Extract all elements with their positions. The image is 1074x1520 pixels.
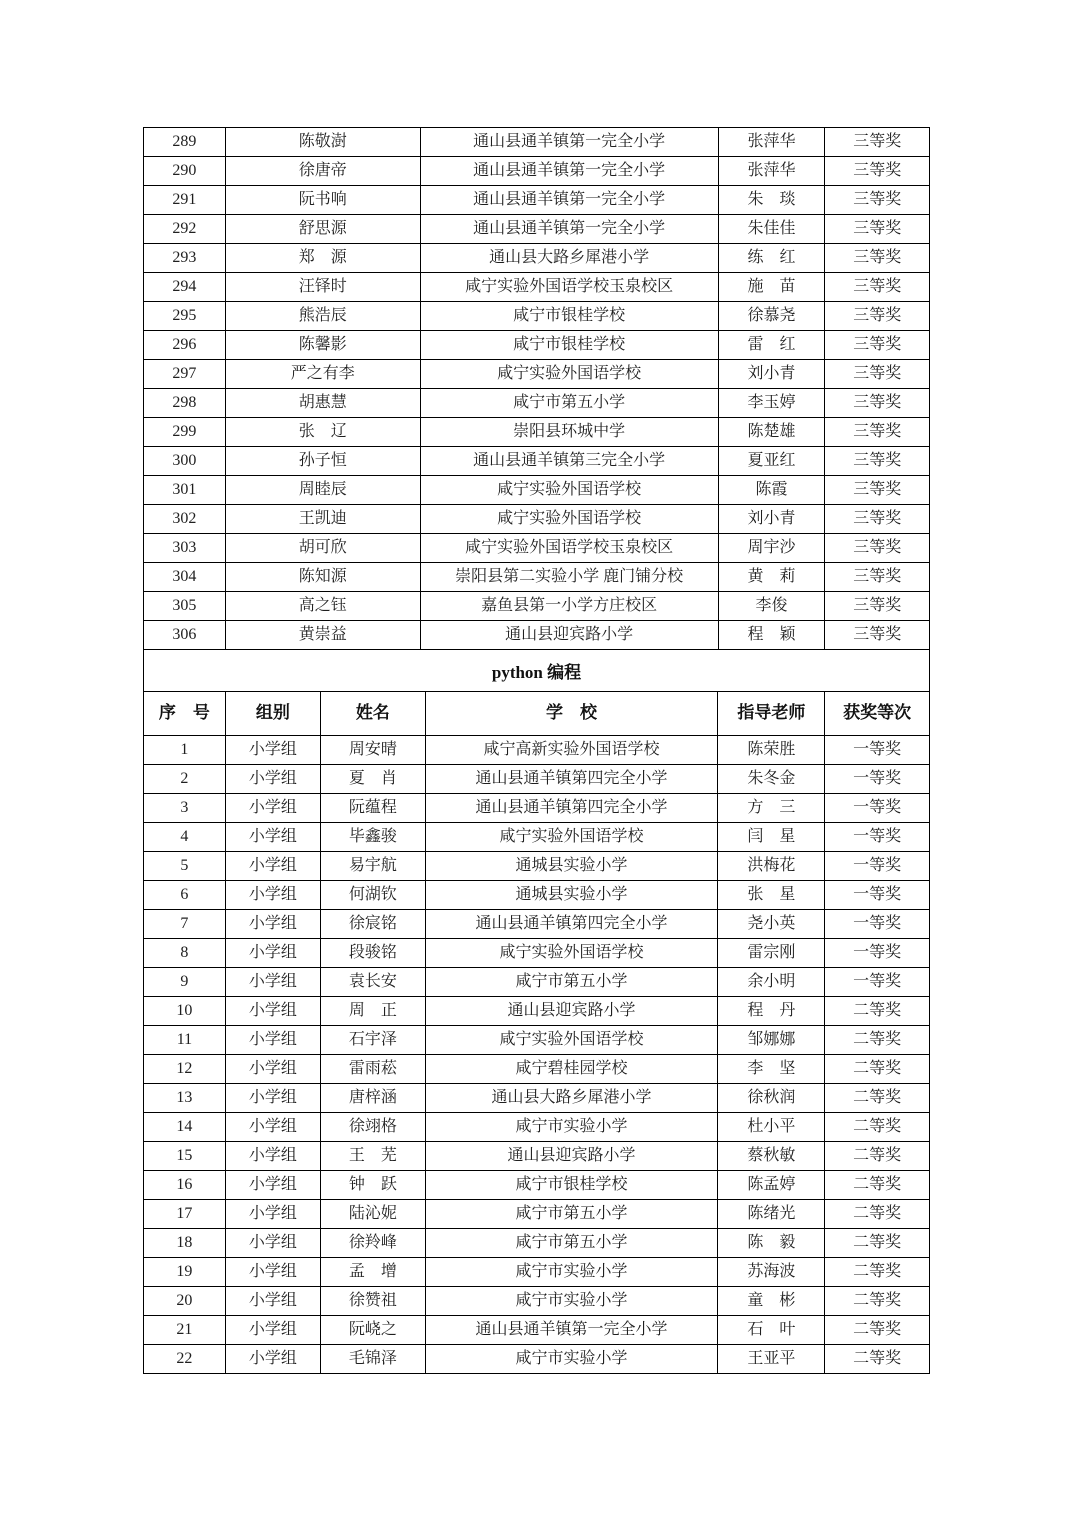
- header-name: 姓名: [321, 692, 426, 736]
- table-row: [144, 1142, 930, 1171]
- table-cell: 尧小英: [718, 910, 825, 939]
- table-cell: 小学组: [225, 939, 320, 968]
- table-cell: 306: [144, 621, 226, 650]
- header-serial-number: 序 号: [144, 692, 226, 736]
- table-cell: 二等奖: [825, 1084, 930, 1113]
- table-cell: 一等奖: [825, 794, 930, 823]
- table-cell: 施 苗: [718, 273, 825, 302]
- table-cell: 方 三: [718, 794, 825, 823]
- table-cell: 黄 莉: [718, 563, 825, 592]
- table-cell: 王亚平: [718, 1345, 825, 1374]
- table-cell: 297: [144, 360, 226, 389]
- header-group: 组别: [225, 692, 320, 736]
- table-row: [144, 1229, 930, 1258]
- table-cell: 一等奖: [825, 736, 930, 765]
- table-cell: 305: [144, 592, 226, 621]
- table-cell: 302: [144, 505, 226, 534]
- table-cell: 通山县迎宾路小学: [420, 621, 718, 650]
- table-cell: 三等奖: [825, 157, 930, 186]
- table-cell: 三等奖: [825, 418, 930, 447]
- table-cell: 小学组: [225, 823, 320, 852]
- table-cell: 通山县通羊镇第一完全小学: [420, 215, 718, 244]
- table-cell: 刘小青: [718, 360, 825, 389]
- table-cell: 钟 跃: [321, 1171, 426, 1200]
- table-cell: 咸宁市银桂学校: [420, 302, 718, 331]
- table-row: [144, 1026, 930, 1055]
- table-cell: 5: [144, 852, 226, 881]
- table-cell: 王凯迪: [225, 505, 420, 534]
- table-cell: 汪铎时: [225, 273, 420, 302]
- table-cell: 崇阳县第二实验小学 鹿门铺分校: [420, 563, 718, 592]
- table-cell: 通城县实验小学: [425, 881, 718, 910]
- table-cell: 301: [144, 476, 226, 505]
- table-row: [144, 592, 930, 621]
- table-row: [144, 244, 930, 273]
- table-row: [144, 910, 930, 939]
- table-cell: 通山县通羊镇第一完全小学: [420, 157, 718, 186]
- table-row: [144, 1316, 930, 1345]
- table-cell: 289: [144, 128, 226, 157]
- table-cell: 小学组: [225, 1055, 320, 1084]
- table-cell: 咸宁市银桂学校: [425, 1171, 718, 1200]
- table-cell: 夏 肖: [321, 765, 426, 794]
- table-cell: 高之钰: [225, 592, 420, 621]
- table-cell: 崇阳县环城中学: [420, 418, 718, 447]
- table-cell: 胡惠慧: [225, 389, 420, 418]
- table-cell: 舒思源: [225, 215, 420, 244]
- table-cell: 通山县迎宾路小学: [425, 1142, 718, 1171]
- table-cell: 朱 琰: [718, 186, 825, 215]
- table-cell: 小学组: [225, 1287, 320, 1316]
- table-cell: 胡可欣: [225, 534, 420, 563]
- table-row: [144, 331, 930, 360]
- table-cell: 孙子恒: [225, 447, 420, 476]
- table-cell: 毕鑫骏: [321, 823, 426, 852]
- table-cell: 雷宗刚: [718, 939, 825, 968]
- table-row: [144, 447, 930, 476]
- table-cell: 21: [144, 1316, 226, 1345]
- table-cell: 周宇沙: [718, 534, 825, 563]
- table-cell: 4: [144, 823, 226, 852]
- table-cell: 一等奖: [825, 939, 930, 968]
- table-row: [144, 563, 930, 592]
- table-cell: 孟 增: [321, 1258, 426, 1287]
- table-cell: 三等奖: [825, 505, 930, 534]
- table-cell: 咸宁市第五小学: [425, 1200, 718, 1229]
- table-row: [144, 765, 930, 794]
- table-cell: 徐宸铭: [321, 910, 426, 939]
- table-cell: 一等奖: [825, 968, 930, 997]
- table-cell: 石宇泽: [321, 1026, 426, 1055]
- table-cell: 张 辽: [225, 418, 420, 447]
- table-cell: 徐羚峰: [321, 1229, 426, 1258]
- table-cell: 300: [144, 447, 226, 476]
- table-cell: 小学组: [225, 794, 320, 823]
- table-cell: 咸宁实验外国语学校: [420, 360, 718, 389]
- table-cell: 296: [144, 331, 226, 360]
- table-cell: 唐梓涵: [321, 1084, 426, 1113]
- table-cell: 黄崇益: [225, 621, 420, 650]
- table-cell: 二等奖: [825, 1316, 930, 1345]
- table-cell: 303: [144, 534, 226, 563]
- table-cell: 咸宁市银桂学校: [420, 331, 718, 360]
- table-cell: 298: [144, 389, 226, 418]
- table-cell: 咸宁市实验小学: [425, 1113, 718, 1142]
- table-cell: 程 丹: [718, 997, 825, 1026]
- table-cell: 三等奖: [825, 244, 930, 273]
- table-cell: 6: [144, 881, 226, 910]
- document-page: [143, 127, 930, 1374]
- header-row: [144, 692, 930, 736]
- table-cell: 王 芜: [321, 1142, 426, 1171]
- table-cell: 通山县通羊镇第四完全小学: [425, 765, 718, 794]
- table-cell: 2: [144, 765, 226, 794]
- table-cell: 咸宁实验外国语学校: [420, 505, 718, 534]
- table-cell: 22: [144, 1345, 226, 1374]
- table-cell: 徐赞祖: [321, 1287, 426, 1316]
- table-cell: 292: [144, 215, 226, 244]
- table-cell: 毛锦泽: [321, 1345, 426, 1374]
- table-cell: 一等奖: [825, 823, 930, 852]
- table-row: [144, 157, 930, 186]
- table-cell: 嘉鱼县第一小学方庄校区: [420, 592, 718, 621]
- table-cell: 三等奖: [825, 302, 930, 331]
- table-cell: 3: [144, 794, 226, 823]
- table-cell: 二等奖: [825, 1142, 930, 1171]
- table-cell: 苏海波: [718, 1258, 825, 1287]
- table-row: [144, 1171, 930, 1200]
- table-cell: 陈 毅: [718, 1229, 825, 1258]
- table-row: [144, 621, 930, 650]
- table-cell: 咸宁实验外国语学校: [425, 823, 718, 852]
- table-cell: 朱佳佳: [718, 215, 825, 244]
- table-cell: 阮蕴程: [321, 794, 426, 823]
- table-row: [144, 418, 930, 447]
- table-cell: 14: [144, 1113, 226, 1142]
- table-cell: 二等奖: [825, 1200, 930, 1229]
- table-cell: 293: [144, 244, 226, 273]
- table-cell: 290: [144, 157, 226, 186]
- table-cell: 小学组: [225, 881, 320, 910]
- table-row: [144, 1113, 930, 1142]
- table-cell: 雷 红: [718, 331, 825, 360]
- table-row: [144, 823, 930, 852]
- table-cell: 徐慕尧: [718, 302, 825, 331]
- table-cell: 15: [144, 1142, 226, 1171]
- table-cell: 通山县迎宾路小学: [425, 997, 718, 1026]
- table-cell: 9: [144, 968, 226, 997]
- table-cell: 三等奖: [825, 621, 930, 650]
- table-row: [144, 794, 930, 823]
- table-cell: 小学组: [225, 852, 320, 881]
- table-cell: 二等奖: [825, 1171, 930, 1200]
- table-cell: 闫 星: [718, 823, 825, 852]
- table-cell: 小学组: [225, 968, 320, 997]
- table-cell: 三等奖: [825, 534, 930, 563]
- table-row: [144, 273, 930, 302]
- table-cell: 小学组: [225, 1142, 320, 1171]
- table-cell: 何湖钦: [321, 881, 426, 910]
- table-cell: 李 坚: [718, 1055, 825, 1084]
- table-cell: 通城县实验小学: [425, 852, 718, 881]
- table-cell: 三等奖: [825, 273, 930, 302]
- table-cell: 夏亚红: [718, 447, 825, 476]
- table-cell: 小学组: [225, 765, 320, 794]
- table-cell: 294: [144, 273, 226, 302]
- table-row: [144, 360, 930, 389]
- table-cell: 熊浩辰: [225, 302, 420, 331]
- table-cell: 徐翊格: [321, 1113, 426, 1142]
- table-cell: 刘小青: [718, 505, 825, 534]
- table-cell: 三等奖: [825, 476, 930, 505]
- table-cell: 郑 源: [225, 244, 420, 273]
- table-row: [144, 1287, 930, 1316]
- table-cell: 二等奖: [825, 1345, 930, 1374]
- table-row: [144, 1084, 930, 1113]
- table-cell: 张 星: [718, 881, 825, 910]
- awards-table-continued: [143, 127, 930, 650]
- table-row: [144, 505, 930, 534]
- table-cell: 20: [144, 1287, 226, 1316]
- table-cell: 朱冬金: [718, 765, 825, 794]
- table-row: [144, 128, 930, 157]
- table-row: [144, 1258, 930, 1287]
- table-cell: 余小明: [718, 968, 825, 997]
- table-cell: 通山县通羊镇第一完全小学: [420, 186, 718, 215]
- table-cell: 10: [144, 997, 226, 1026]
- awards-table-body: [144, 128, 930, 650]
- table-cell: 1: [144, 736, 226, 765]
- table-cell: 小学组: [225, 910, 320, 939]
- table-cell: 295: [144, 302, 226, 331]
- table-cell: 咸宁市实验小学: [425, 1345, 718, 1374]
- table-cell: 291: [144, 186, 226, 215]
- table-cell: 三等奖: [825, 186, 930, 215]
- table-cell: 二等奖: [825, 1113, 930, 1142]
- table-row: [144, 736, 930, 765]
- table-cell: 周安晴: [321, 736, 426, 765]
- table-cell: 陈馨影: [225, 331, 420, 360]
- table-cell: 阮峣之: [321, 1316, 426, 1345]
- table-cell: 通山县通羊镇第四完全小学: [425, 794, 718, 823]
- header-award-level: 获奖等次: [825, 692, 930, 736]
- header-school: 学 校: [425, 692, 718, 736]
- table-cell: 咸宁实验外国语学校: [425, 939, 718, 968]
- table-cell: 张萍华: [718, 128, 825, 157]
- table-cell: 三等奖: [825, 592, 930, 621]
- table-cell: 阮书响: [225, 186, 420, 215]
- table-cell: 咸宁市第五小学: [420, 389, 718, 418]
- table-cell: 一等奖: [825, 881, 930, 910]
- table-row: [144, 852, 930, 881]
- table-cell: 7: [144, 910, 226, 939]
- table-cell: 二等奖: [825, 1026, 930, 1055]
- table-cell: 二等奖: [825, 1229, 930, 1258]
- table-cell: 一等奖: [825, 910, 930, 939]
- table-cell: 程 颖: [718, 621, 825, 650]
- table-cell: 通山县大路乡犀港小学: [420, 244, 718, 273]
- table-cell: 小学组: [225, 1113, 320, 1142]
- table-cell: 小学组: [225, 997, 320, 1026]
- table-cell: 石 叶: [718, 1316, 825, 1345]
- table-cell: 二等奖: [825, 1055, 930, 1084]
- table-cell: 通山县通羊镇第一完全小学: [420, 128, 718, 157]
- table-cell: 练 红: [718, 244, 825, 273]
- table-cell: 11: [144, 1026, 226, 1055]
- table-cell: 陆沁妮: [321, 1200, 426, 1229]
- table-cell: 18: [144, 1229, 226, 1258]
- table-cell: 蔡秋敏: [718, 1142, 825, 1171]
- table-cell: 洪梅花: [718, 852, 825, 881]
- header-teacher: 指导老师: [718, 692, 825, 736]
- table-cell: 三等奖: [825, 389, 930, 418]
- table-cell: 雷雨菘: [321, 1055, 426, 1084]
- table-cell: 三等奖: [825, 563, 930, 592]
- table-cell: 299: [144, 418, 226, 447]
- table-cell: 二等奖: [825, 1258, 930, 1287]
- table-cell: 李俊: [718, 592, 825, 621]
- table-cell: 陈楚雄: [718, 418, 825, 447]
- table-cell: 小学组: [225, 1229, 320, 1258]
- table-cell: 李玉婷: [718, 389, 825, 418]
- table-cell: 咸宁市第五小学: [425, 1229, 718, 1258]
- table-row: [144, 302, 930, 331]
- table-cell: 陈孟婷: [718, 1171, 825, 1200]
- table-row: [144, 1200, 930, 1229]
- table-cell: 三等奖: [825, 447, 930, 476]
- table-row: [144, 1055, 930, 1084]
- table-cell: 咸宁实验外国语学校玉泉校区: [420, 534, 718, 563]
- table-cell: 徐秋润: [718, 1084, 825, 1113]
- table-cell: 通山县通羊镇第三完全小学: [420, 447, 718, 476]
- table-row: [144, 534, 930, 563]
- table-cell: 咸宁实验外国语学校: [425, 1026, 718, 1055]
- table-row: [144, 215, 930, 244]
- table-cell: 陈绪光: [718, 1200, 825, 1229]
- table-cell: 张萍华: [718, 157, 825, 186]
- table-cell: 陈霞: [718, 476, 825, 505]
- table-cell: 杜小平: [718, 1113, 825, 1142]
- table-cell: 小学组: [225, 1345, 320, 1374]
- table-cell: 小学组: [225, 1316, 320, 1345]
- table-cell: 16: [144, 1171, 226, 1200]
- table-cell: 徐唐帝: [225, 157, 420, 186]
- table-cell: 三等奖: [825, 215, 930, 244]
- table-cell: 小学组: [225, 1171, 320, 1200]
- table-cell: 通山县通羊镇第一完全小学: [425, 1316, 718, 1345]
- table-cell: 一等奖: [825, 765, 930, 794]
- table-cell: 咸宁市第五小学: [425, 968, 718, 997]
- table-cell: 咸宁实验外国语学校玉泉校区: [420, 273, 718, 302]
- table-cell: 二等奖: [825, 997, 930, 1026]
- table-cell: 咸宁市实验小学: [425, 1287, 718, 1316]
- table-row: [144, 997, 930, 1026]
- table-cell: 三等奖: [825, 360, 930, 389]
- table-row: [144, 881, 930, 910]
- table-cell: 陈荣胜: [718, 736, 825, 765]
- table-cell: 304: [144, 563, 226, 592]
- python-awards-table: [143, 691, 930, 1374]
- table-cell: 三等奖: [825, 128, 930, 157]
- table-cell: 12: [144, 1055, 226, 1084]
- table-cell: 咸宁市实验小学: [425, 1258, 718, 1287]
- table-cell: 段骏铭: [321, 939, 426, 968]
- table-row: [144, 476, 930, 505]
- table-cell: 陈知源: [225, 563, 420, 592]
- python-table-header: [144, 692, 930, 736]
- table-cell: 邹娜娜: [718, 1026, 825, 1055]
- table-cell: 周睦辰: [225, 476, 420, 505]
- table-cell: 一等奖: [825, 852, 930, 881]
- table-cell: 三等奖: [825, 331, 930, 360]
- table-cell: 小学组: [225, 1026, 320, 1055]
- table-cell: 严之有李: [225, 360, 420, 389]
- table-cell: 周 正: [321, 997, 426, 1026]
- section-title-python: python 编程: [143, 650, 930, 691]
- table-cell: 13: [144, 1084, 226, 1113]
- table-cell: 通山县通羊镇第四完全小学: [425, 910, 718, 939]
- table-cell: 小学组: [225, 736, 320, 765]
- table-cell: 袁长安: [321, 968, 426, 997]
- table-cell: 易宇航: [321, 852, 426, 881]
- table-cell: 咸宁碧桂园学校: [425, 1055, 718, 1084]
- table-cell: 19: [144, 1258, 226, 1287]
- table-cell: 二等奖: [825, 1287, 930, 1316]
- table-row: [144, 939, 930, 968]
- table-row: [144, 968, 930, 997]
- table-cell: 童 彬: [718, 1287, 825, 1316]
- table-row: [144, 389, 930, 418]
- table-cell: 小学组: [225, 1084, 320, 1113]
- table-cell: 小学组: [225, 1200, 320, 1229]
- table-cell: 通山县大路乡犀港小学: [425, 1084, 718, 1113]
- table-cell: 小学组: [225, 1258, 320, 1287]
- table-cell: 17: [144, 1200, 226, 1229]
- python-table-body: [144, 736, 930, 1374]
- table-cell: 8: [144, 939, 226, 968]
- table-cell: 咸宁实验外国语学校: [420, 476, 718, 505]
- table-row: [144, 1345, 930, 1374]
- table-row: [144, 186, 930, 215]
- table-cell: 陈敬澍: [225, 128, 420, 157]
- table-cell: 咸宁高新实验外国语学校: [425, 736, 718, 765]
